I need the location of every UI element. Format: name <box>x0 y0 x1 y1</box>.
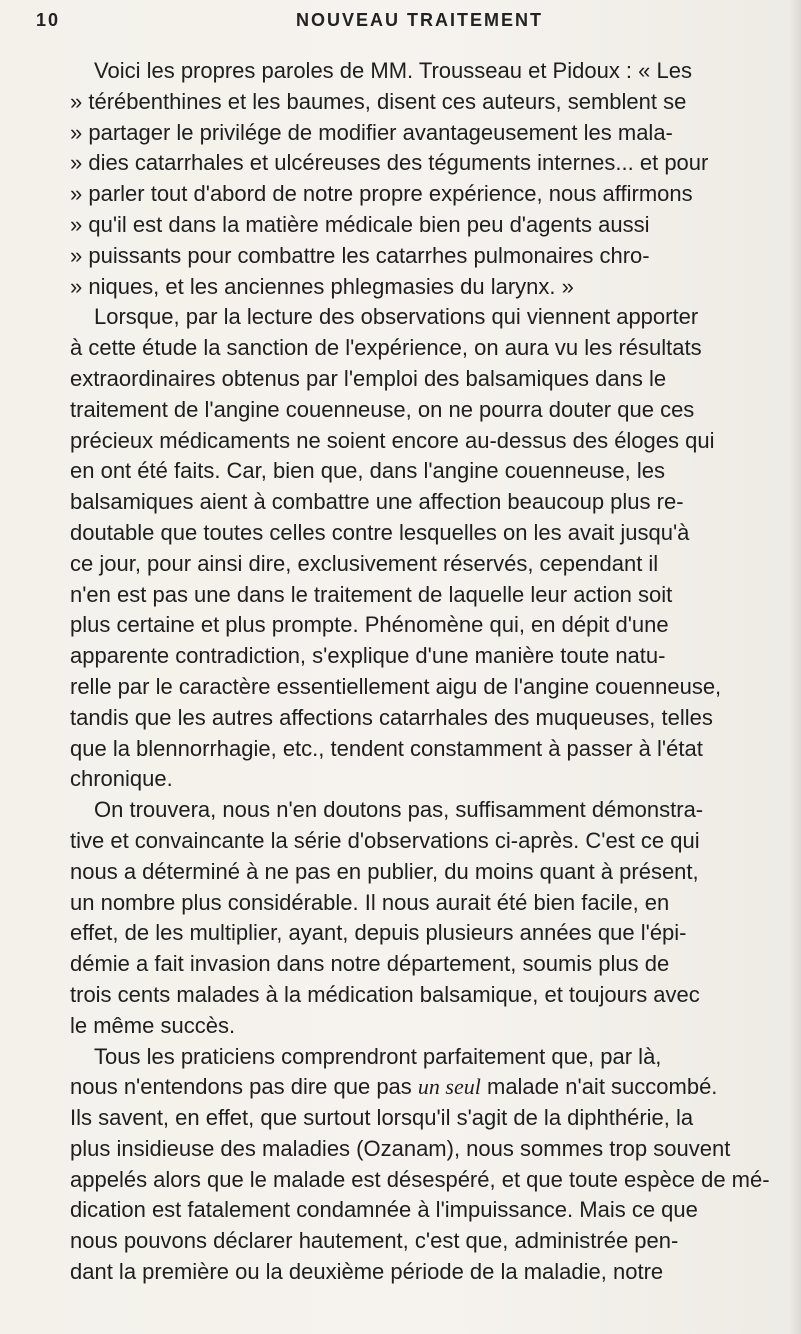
text-line: plus certaine et plus prompte. Phénomène qui, en dépit d'une <box>70 612 669 638</box>
text-line: Tous les praticiens comprendront parfaitement que, par là, <box>94 1043 662 1069</box>
text-line: que la blennorrhagie, etc., tendent constamment à passer à l'état <box>70 735 703 761</box>
text-line: nous pouvons déclarer hautement, c'est que, administrée pen- <box>70 1228 679 1254</box>
text-line: » qu'il est dans la matière médicale bien peu d'agents aussi <box>70 211 650 237</box>
paragraph-1 <box>44 56 766 302</box>
body-text <box>44 56 770 1288</box>
text-line: » dies catarrhales et ulcéreuses des téguments internes... et pour <box>70 150 709 176</box>
text-line: appelés alors que le malade est désespéré, et que toute espèce de mé- <box>70 1166 770 1192</box>
text-line: à cette étude la sanction de l'expérience, on aura vu les résultats <box>70 335 702 361</box>
page-number: 10 <box>36 10 61 30</box>
text-line: chronique. <box>70 766 173 792</box>
text-line: n'en est pas une dans le traitement de laquelle leur action soit <box>70 581 673 607</box>
text-line: effet, de les multiplier, ayant, depuis plusieurs années que l'épi- <box>70 920 687 946</box>
text-line: en ont été faits. Car, bien que, dans l'angine couenneuse, les <box>70 458 665 484</box>
text-line: extraordinaires obtenus par l'emploi des balsamiques dans le <box>70 365 667 391</box>
text-line: un nombre plus considérable. Il nous aurait été bien facile, en <box>70 889 670 915</box>
text-line: » parler tout d'abord de notre propre expérience, nous affirmons <box>70 181 693 207</box>
text-line: » térébenthines et les baumes, disent ces auteurs, semblent se <box>70 88 687 114</box>
text-line: traitement de l'angine couenneuse, on ne pourra douter que ces <box>70 396 695 422</box>
text-fragment: nous n'entendons pas dire que pas <box>70 1074 418 1100</box>
text-line-with-emphasis <box>44 1072 766 1103</box>
text-line: » puissants pour combattre les catarrhes pulmonaires chro- <box>70 242 650 268</box>
text-line: Lorsque, par la lecture des observations qui viennent apporter <box>94 304 699 330</box>
text-line: ce jour, pour ainsi dire, exclusivement réservés, cependant il <box>70 550 659 576</box>
text-line: dant la première ou la deuxième période de la maladie, notre <box>70 1259 664 1285</box>
text-fragment: malade n'ait succombé. <box>480 1074 718 1100</box>
text-line: Ils savent, en effet, que surtout lorsqu'il s'agit de la diphthérie, la <box>70 1105 694 1131</box>
paragraph-4 <box>44 1042 770 1288</box>
page-edge-shadow <box>789 0 801 1334</box>
text-line: trois cents malades à la médication balsamique, et toujours avec <box>70 981 700 1007</box>
text-line: Voici les propres paroles de MM. Trousseau et Pidoux : « Les <box>94 58 692 83</box>
text-line: On trouvera, nous n'en doutons pas, suffisamment démonstra- <box>94 797 704 823</box>
text-line: apparente contradiction, s'explique d'une manière toute natu- <box>70 643 666 669</box>
paragraph-3 <box>44 795 766 1041</box>
text-line: balsamiques aient à combattre une affection beaucoup plus re- <box>70 489 684 515</box>
text-line: le même succès. <box>70 1012 236 1038</box>
paragraph-2 <box>44 302 766 795</box>
running-title: NOUVEAU TRAITEMENT <box>296 10 543 30</box>
text-line: » niques, et les anciennes phlegmasies du larynx. » <box>70 273 574 299</box>
text-line: démie a fait invasion dans notre département, soumis plus de <box>70 951 670 977</box>
text-line: plus insidieuse des maladies (Ozanam), nous sommes trop souvent <box>70 1135 731 1161</box>
text-line: dication est fatalement condamnée à l'impuissance. Mais ce que <box>70 1197 698 1223</box>
text-line: tive et convaincante la série d'observations ci-après. C'est ce qui <box>70 827 700 853</box>
text-line: doutable que toutes celles contre lesquelles on les avait jusqu'à <box>70 519 690 545</box>
text-line: nous a déterminé à ne pas en publier, du moins quant à présent, <box>70 858 699 884</box>
text-line: tandis que les autres affections catarrhales des muqueuses, telles <box>70 704 713 730</box>
emphasized-text: un seul <box>417 1074 481 1100</box>
text-line: relle par le caractère essentiellement aigu de l'angine couenneuse, <box>70 673 722 699</box>
text-line: précieux médicaments ne soient encore au-dessus des éloges qui <box>70 427 715 453</box>
text-line: » partager le privilége de modifier avantageusement les mala- <box>70 119 673 145</box>
running-header <box>36 10 766 38</box>
